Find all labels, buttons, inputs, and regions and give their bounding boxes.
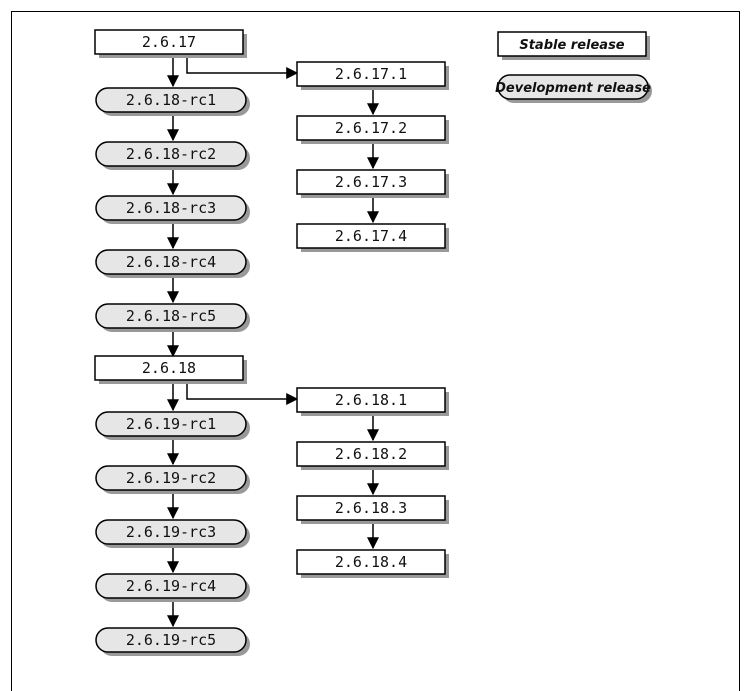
node-label: 2.6.19-rc5 (125, 631, 217, 649)
node-2617 (95, 30, 247, 58)
node-2619rc1 (96, 412, 250, 440)
node-2618rc3 (96, 196, 250, 224)
node-label: 2.6.18-rc2 (125, 145, 217, 163)
legend-stable (498, 32, 650, 60)
node-2618 (95, 356, 247, 384)
node-26173 (297, 170, 449, 198)
node-2618rc1 (96, 88, 250, 116)
node-label: 2.6.17.3 (334, 173, 408, 191)
node-2618rc2 (96, 142, 250, 170)
node-2619rc4 (96, 574, 250, 602)
node-2619rc2 (96, 466, 250, 494)
node-label: 2.6.19-rc1 (125, 415, 217, 433)
node-label: 2.6.18.2 (334, 445, 408, 463)
node-2619rc3 (96, 520, 250, 548)
node-26174 (297, 224, 449, 252)
edge-2618-to-26181 (187, 382, 297, 399)
node-26171 (297, 62, 449, 90)
node-label: 2.6.18-rc3 (125, 199, 217, 217)
node-label: 2.6.19-rc4 (125, 577, 217, 595)
node-label: 2.6.18.4 (334, 553, 408, 571)
node-label: 2.6.18-rc5 (125, 307, 217, 325)
legend-development (495, 75, 652, 103)
node-label: 2.6.18 (141, 359, 197, 377)
node-label: 2.6.18-rc1 (125, 91, 217, 109)
node-label: 2.6.19-rc2 (125, 469, 217, 487)
legend-development-label: Development release (495, 81, 651, 96)
legend-stable-label: Stable release (519, 38, 625, 53)
node-label: 2.6.18.3 (334, 499, 408, 517)
node-label: 2.6.17 (141, 33, 197, 51)
node-label: 2.6.17.2 (334, 119, 408, 137)
node-label: 2.6.19-rc3 (125, 523, 217, 541)
node-26183 (297, 496, 449, 524)
node-2618rc4 (96, 250, 250, 278)
node-26172 (297, 116, 449, 144)
node-label: 2.6.17.1 (334, 65, 408, 83)
node-2618rc5 (96, 304, 250, 332)
node-26182 (297, 442, 449, 470)
node-26181 (297, 388, 449, 416)
node-label: 2.6.17.4 (334, 227, 408, 245)
edge-2617-to-26171 (187, 56, 297, 73)
node-26184 (297, 550, 449, 578)
node-label: 2.6.18-rc4 (125, 253, 217, 271)
node-2619rc5 (96, 628, 250, 656)
legend (495, 32, 652, 103)
node-label: 2.6.18.1 (334, 391, 408, 409)
